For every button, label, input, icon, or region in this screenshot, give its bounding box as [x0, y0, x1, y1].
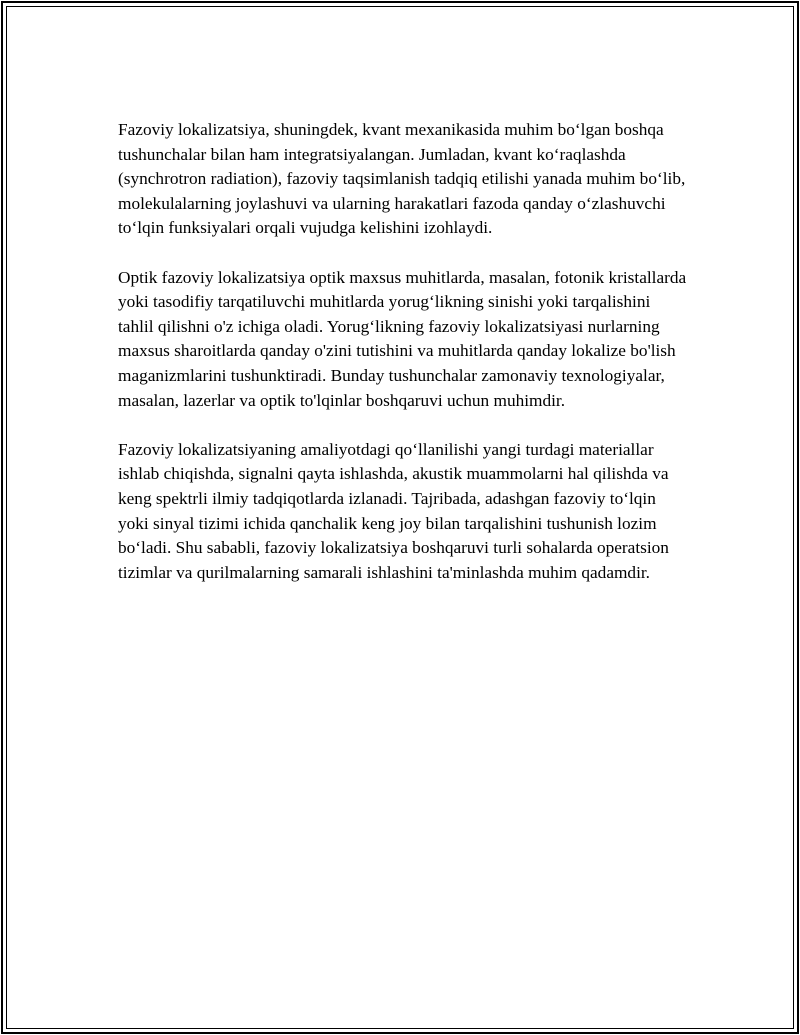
paragraph-1: Fazoviy lokalizatsiya, shuningdek, kvant mexanikasida muhim boʻlgan boshqa tushunchalar bilan ham integratsiyalangan. Jumladan, kvant koʻraqlashda (synchrotron radiation), fazoviy taqsimlanish tadqiq etilishi yanada muhim boʻlib, molekulalarning joylashuvi va ularning harakatlari fazoda qanday oʻzlashuvchi toʻlqin funksiyalari orqali vujudga kelishini izohlaydi.: [118, 120, 686, 238]
paragraph-3: Fazoviy lokalizatsiyaning amaliyotdagi qoʻllanilishi yangi turdagi materiallar ishlab chiqishda, signalni qayta ishlashda, akustik muammolarni hal qilishda va keng spektrli ilmiy tadqiqotlarda izlanadi. Tajribada, adashgan fazoviy toʻlqin yoki sinyal tizimi ichida qanchalik keng joy bilan tarqalishini tushunish lozim boʻladi. Shu sababli, fazoviy lokalizatsiya boshqaruvi turli sohalarda operatsion tizimlar va qurilmalarning samarali ishlashini ta'minlashda muhim qadamdir.: [118, 439, 669, 582]
document-body: [118, 118, 688, 610]
paragraph-2: Optik fazoviy lokalizatsiya optik maxsus muhitlarda, masalan, fotonik kristallarda yoki tasodifiy tarqatiluvchi muhitlarda yorugʻlikning sinishi yoki tarqalishini tahlil qilishni o'z ichiga oladi. Yorugʻlikning fazoviy lokalizatsiyasi nurlarning maxsus sharoitlarda qanday o'zini tutishini va muhitlarda qanday lokalize bo'lish maganizmlarini tushunktiradi. Bunday tushunchalar zamonaviy texnologiyalar, masalan, lazerlar va optik to'lqinlar boshqaruvi uchun muhimdir.: [118, 267, 687, 410]
